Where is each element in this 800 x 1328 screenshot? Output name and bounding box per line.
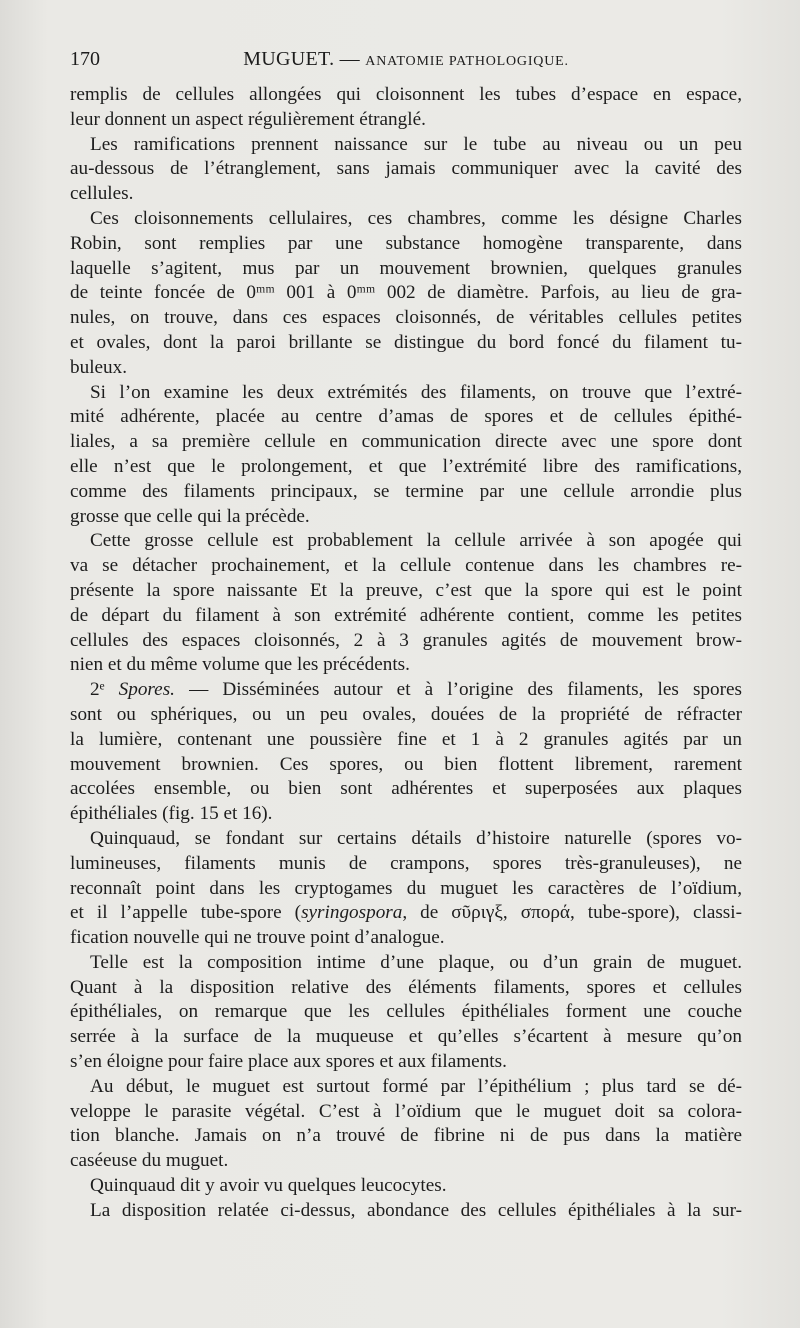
text-line: comme des filaments principaux, se termine par une cellule arrondie plus [70, 480, 742, 502]
italic-term: Spores. [118, 679, 175, 701]
text-line: buleux. [70, 356, 128, 378]
running-title-sub: ANATOMIE PATHOLOGIQUE. [365, 54, 569, 69]
text-segment: et il l’appelle tube-spore ( [70, 902, 302, 924]
italic-term: syringospora [301, 902, 403, 924]
text-line: fication nouvelle qui ne trouve point d’analogue. [70, 927, 445, 949]
text-line: de teinte foncée de 0ᵐᵐ 001 à 0ᵐᵐ 002 de diamètre. Parfois, au lieu de gra- [70, 282, 742, 304]
text-line: leur donnent un aspect régulièrement étranglé. [70, 108, 426, 130]
text-line: liales, a sa première cellule en communication directe avec une spore dont [70, 431, 742, 453]
text-line: sont ou sphériques, ou un peu ovales, douées de la propriété de réfracter [70, 703, 742, 725]
text-line: épithéliales, on remarque que les cellules épithéliales forment une couche [70, 1001, 742, 1023]
running-title [70, 48, 742, 71]
running-title-dash: — [334, 48, 366, 70]
text-line: grosse que celle qui la précède. [70, 505, 310, 527]
text-line: cellules des espaces cloisonnés, 2 à 3 granules agités de mouvement brow- [70, 629, 742, 651]
text-line: reconnaît point dans les cryptogames du muguet les caractères de l’oïdium, [70, 877, 742, 899]
text-line: présente la spore naissante Et la preuve, c’est que la spore qui est le point [70, 579, 742, 601]
text-line [70, 901, 742, 926]
text-line: Ces cloisonnements cellulaires, ces chambres, comme les désigne Charles [90, 207, 742, 229]
text-line: tion blanche. Jamais on n’a trouvé de fibrine ni de pus dans la matière [70, 1125, 742, 1147]
text-line: cellules. [70, 183, 134, 205]
text-line: va se détacher prochainement, et la cellule contenue dans les chambres re- [70, 555, 742, 577]
text-line: de départ du filament à son extrémité adhérente contient, comme les petites [70, 604, 742, 626]
text-line: caséeuse du muguet. [70, 1150, 229, 1172]
page-number: 170 [70, 48, 100, 70]
text-segment: , de σῦριγξ, σπορά, tube-spore), classi- [402, 902, 742, 924]
text-line: laquelle s’agitent, mus par un mouvement brownien, quelques granules [70, 257, 742, 279]
text-line: Les ramifications prennent naissance sur le tube au niveau ou un peu [90, 133, 742, 155]
text-line: Telle est la composition intime d’une plaque, ou d’un grain de muguet. [90, 951, 742, 973]
text-line: épithéliales (fig. 15 et 16). [70, 803, 273, 825]
text-line: Cette grosse cellule est probablement la cellule arrivée à son apogée qui [90, 530, 742, 552]
text-line: Si l’on examine les deux extrémités des filaments, on trouve que l’extré- [90, 381, 742, 403]
text-line: au-dessous de l’étranglement, sans jamais communiquer avec la cavité des [70, 158, 742, 180]
body-text [70, 83, 742, 1224]
text-line: Quinquaud dit y avoir vu quelques leucocytes. [90, 1175, 447, 1197]
text-segment: — Disséminées autour et à l’origine des filaments, les spores [174, 679, 742, 701]
text-line: la lumière, contenant une poussière fine et 1 à 2 granules agités par un [70, 728, 742, 750]
running-title-main: MUGUET. [243, 48, 335, 70]
text-line: La disposition relatée ci-dessus, abondance des cellules épithéliales à la sur- [90, 1199, 742, 1221]
text-line: Quant à la disposition relative des éléments filaments, spores et cellules [70, 976, 742, 998]
text-line: elle n’est que le prolongement, et que l’extrémité libre des ramifications, [70, 455, 742, 477]
text-line: s’en éloigne pour faire place aux spores et aux filaments. [70, 1051, 507, 1073]
text-line: serrée à la surface de la muqueuse et qu’elles s’écartent à mesure qu’on [70, 1026, 742, 1048]
text-line: nien et du même volume que les précédents. [70, 654, 410, 676]
text-segment: 2ᵉ [90, 679, 119, 701]
text-line: Quinquaud, se fondant sur certains détails d’histoire naturelle (spores vo- [90, 827, 742, 849]
text-line: mouvement brownien. Ces spores, ou bien flottent librement, rarement [70, 753, 742, 775]
text-line: mité adhérente, placée au centre d’amas de spores et de cellules épithé- [70, 406, 742, 428]
text-line: Robin, sont remplies par une substance homogène transparente, dans [70, 232, 742, 254]
text-line: et ovales, dont la paroi brillante se distingue du bord foncé du filament tu- [70, 331, 742, 353]
text-line: accolées ensemble, ou bien sont adhérentes et superposées aux plaques [70, 778, 742, 800]
text-line: remplis de cellules allongées qui cloisonnent les tubes d’espace en espace, [70, 84, 742, 105]
text-line [70, 678, 742, 703]
text-line: veloppe le parasite végétal. C’est à l’oïdium que le muguet doit sa colora- [70, 1100, 742, 1122]
text-line: Au début, le muguet est surtout formé par l’épithélium ; plus tard se dé- [90, 1075, 742, 1097]
text-line: nules, on trouve, dans ces espaces cloisonnés, de véritables cellules petites [70, 307, 742, 329]
text-line: lumineuses, filaments munis de crampons, spores très-granuleuses), ne [70, 852, 742, 874]
running-header [70, 48, 742, 76]
